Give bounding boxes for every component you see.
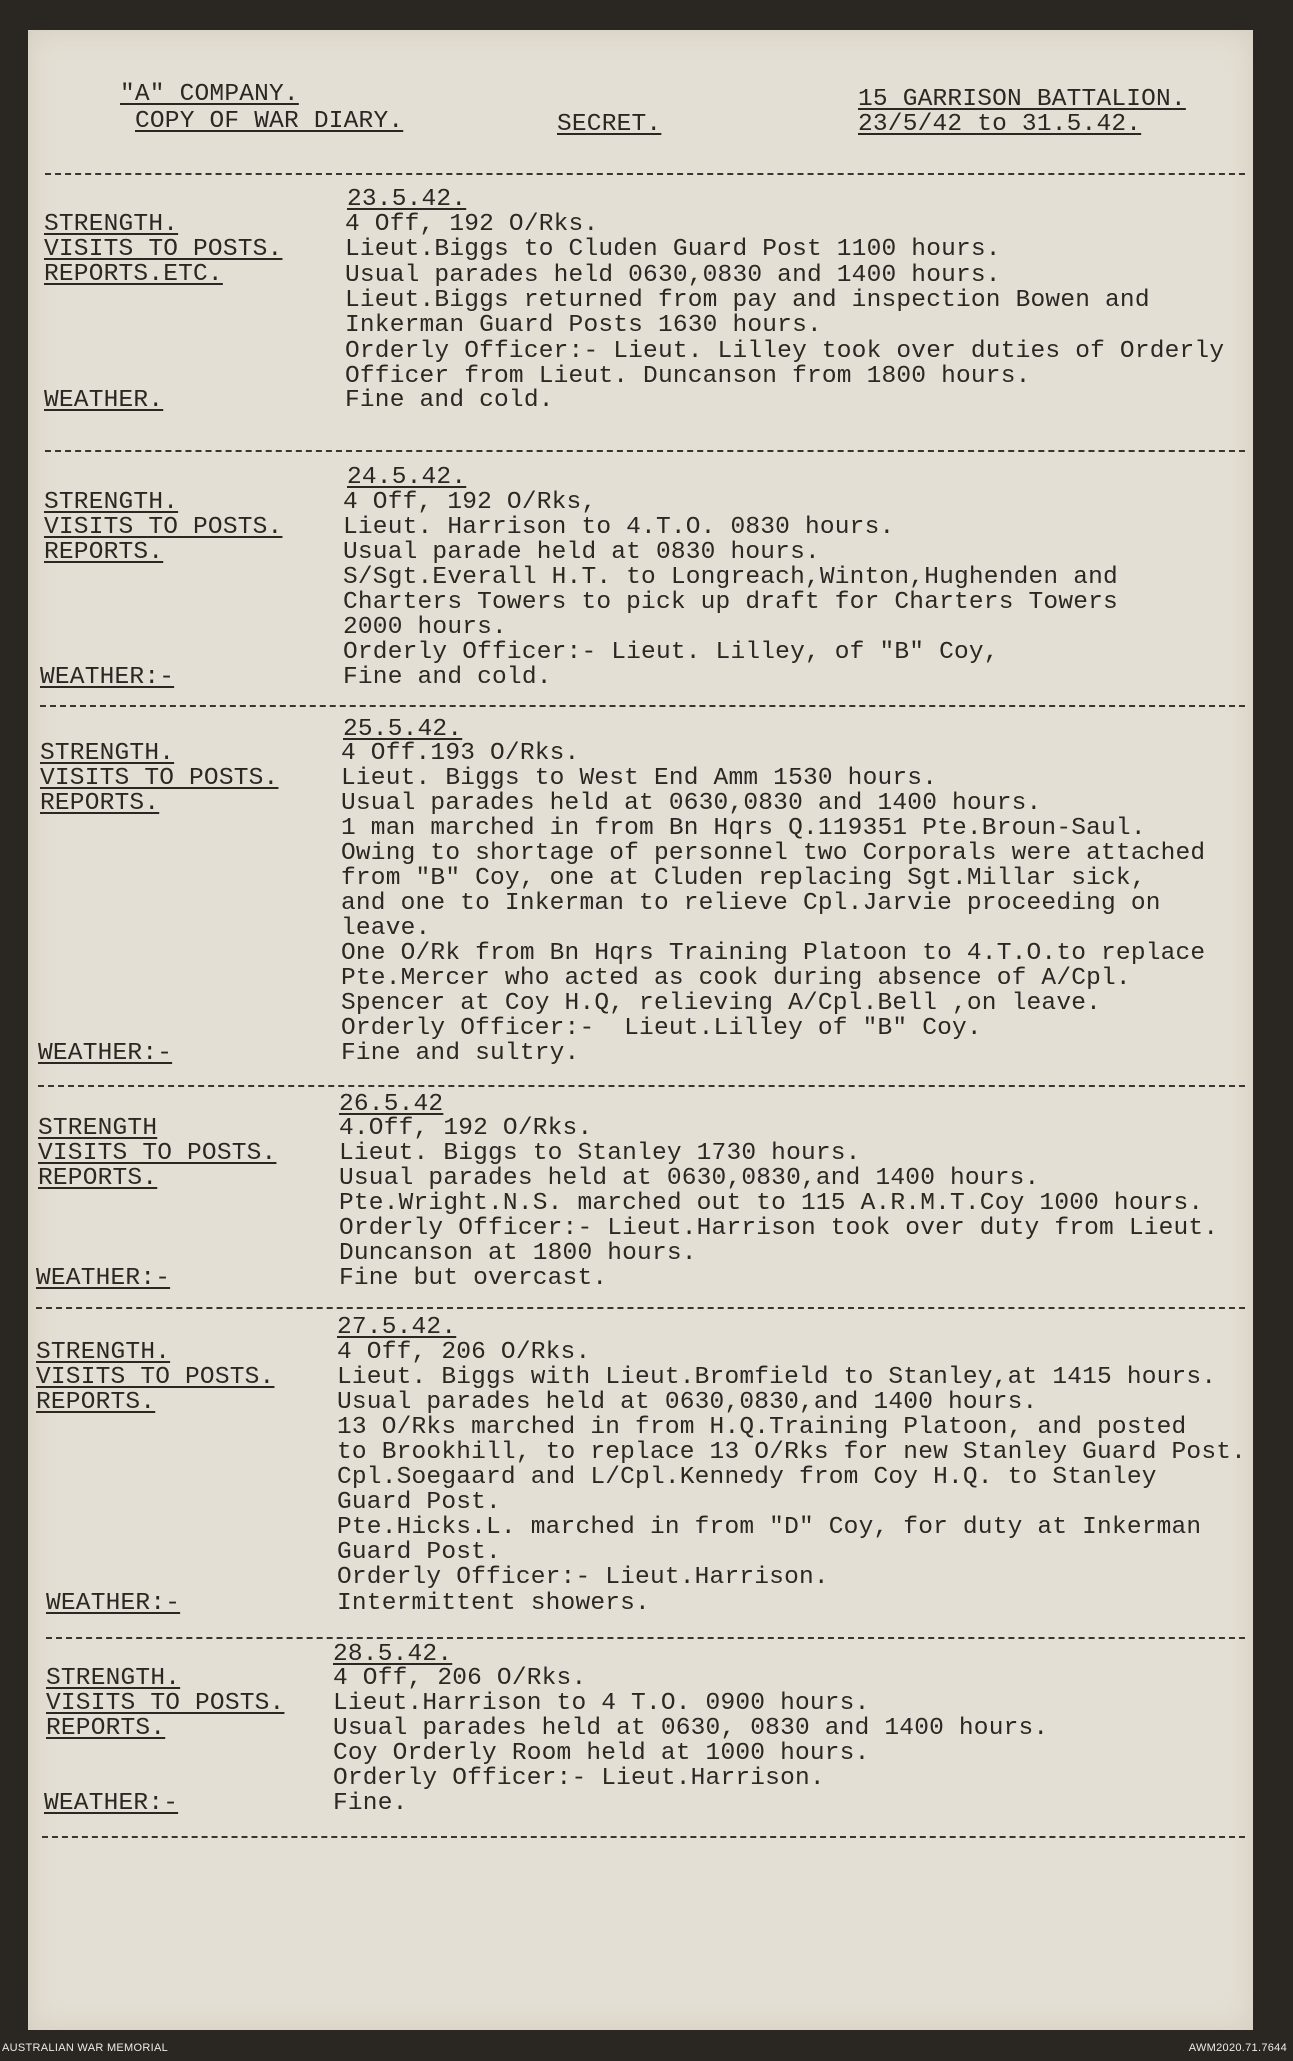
entry-line: 4 Off, 192 O/Rks. [345, 211, 599, 238]
entry-line: Duncanson at 1800 hours. [339, 1240, 697, 1267]
label-visits: VISITS TO POSTS. [44, 514, 283, 541]
entry-line: to Brookhill, to replace 13 O/Rks for new Stanley Guard Post. [337, 1439, 1247, 1466]
entry-line: Usual parades held at 0630,0830,and 1400 hours. [339, 1165, 1040, 1192]
entry-line: Guard Post. [337, 1539, 501, 1566]
entry-line: and one to Inkerman to relieve Cpl.Jarvie proceeding on [341, 890, 1161, 917]
label-visits: VISITS TO POSTS. [46, 1690, 285, 1717]
weather-value: Fine and sultry. [341, 1040, 580, 1067]
entry-line: Pte.Mercer who acted as cook during absence of A/Cpl. [341, 965, 1131, 992]
weather-value: Fine but overcast. [339, 1265, 608, 1292]
entry-line: 4 Off, 206 O/Rks. [333, 1665, 587, 1692]
label-strength: STRENGTH. [46, 1665, 181, 1692]
section-divider [46, 1637, 1245, 1639]
entry-line: Owing to shortage of personnel two Corporals were attached [341, 840, 1206, 867]
entry-line: 4 Off.193 O/Rks. [341, 740, 580, 767]
secret-heading: SECRET. [557, 111, 662, 138]
entry-line: Pte.Hicks.L. marched in from "D" Coy, for duty at Inkerman [337, 1514, 1202, 1541]
section-divider [45, 450, 1245, 452]
entry-date: 27.5.42. [337, 1314, 457, 1341]
label-visits: VISITS TO POSTS. [40, 765, 279, 792]
label-strength: STRENGTH. [36, 1339, 171, 1366]
label-reports: REPORTS. [36, 1389, 156, 1416]
weather-label: WEATHER:- [40, 664, 175, 691]
entry-line: 4.Off, 192 O/Rks. [339, 1115, 593, 1142]
entry-line: S/Sgt.Everall H.T. to Longreach,Winton,Hughenden and [343, 564, 1118, 591]
entry-line: 1 man marched in from Bn Hqrs Q.119351 Pte.Broun-Saul. [341, 815, 1146, 842]
weather-value: Fine and cold. [343, 664, 552, 691]
label-reports: REPORTS. [46, 1715, 166, 1742]
entry-line: Cpl.Soegaard and L/Cpl.Kennedy from Coy H.Q. to Stanley [337, 1464, 1157, 1491]
entry-line: Charters Towers to pick up draft for Charters Towers [343, 589, 1118, 616]
entry-line: Usual parades held at 0630, 0830 and 1400 hours. [333, 1715, 1049, 1742]
entry-line: Orderly Officer:- Lieut.Lilley of "B" Coy. [341, 1015, 982, 1042]
entry-line: Usual parades held at 0630,0830,and 1400 hours. [337, 1389, 1038, 1416]
entry-date: 25.5.42. [343, 716, 463, 743]
entry-line: Orderly Officer:- Lieut. Lilley, of "B" Coy, [343, 639, 999, 666]
entry-line: Usual parade held at 0830 hours. [343, 539, 820, 566]
entry-line: Lieut.Harrison to 4 T.O. 0900 hours. [333, 1690, 870, 1717]
entry-line: Orderly Officer:- Lieut.Harrison. [337, 1564, 829, 1591]
entry-line: One O/Rk from Bn Hqrs Training Platoon to 4.T.O.to replace [341, 940, 1206, 967]
entry-line: 13 O/Rks marched in from H.Q.Training Platoon, and posted [337, 1414, 1187, 1441]
section-divider [38, 1085, 1245, 1087]
entry-date: 26.5.42 [339, 1091, 444, 1118]
label-visits: VISITS TO POSTS. [38, 1140, 277, 1167]
label-visits: VISITS TO POSTS. [44, 236, 283, 263]
label-strength: STRENGTH. [40, 740, 175, 767]
label-visits: VISITS TO POSTS. [36, 1364, 275, 1391]
entry-line: from "B" Coy, one at Cluden replacing Sgt.Millar sick, [341, 865, 1146, 892]
section-divider [40, 705, 1245, 707]
entry-line: Pte.Wright.N.S. marched out to 115 A.R.M.T.Coy 1000 hours. [339, 1190, 1204, 1217]
label-reports: REPORTS.ETC. [44, 261, 223, 288]
battalion-heading: 15 GARRISON BATTALION. [858, 86, 1186, 113]
entry-line: Lieut. Biggs to Stanley 1730 hours. [339, 1140, 861, 1167]
section-divider [42, 1836, 1245, 1838]
entry-line: Guard Post. [337, 1489, 501, 1516]
weather-label: WEATHER:- [38, 1040, 173, 1067]
entry-date: 23.5.42. [347, 186, 467, 213]
entry-line: Usual parades held at 0630,0830 and 1400 hours. [341, 790, 1042, 817]
entry-line: Orderly Officer:- Lieut.Harrison. [333, 1765, 825, 1792]
entry-line: Coy Orderly Room held at 1000 hours. [333, 1740, 870, 1767]
weather-value: Intermittent showers. [337, 1590, 650, 1617]
entry-line: Officer from Lieut. Duncanson from 1800 hours. [345, 363, 1031, 390]
entry-line: Inkerman Guard Posts 1630 hours. [345, 312, 822, 339]
weather-label: WEATHER:- [44, 1790, 179, 1817]
label-reports: REPORTS. [40, 790, 160, 817]
entry-line: Lieut. Biggs with Lieut.Bromfield to Stanley,at 1415 hours. [337, 1364, 1217, 1391]
section-divider [45, 173, 1245, 175]
entry-line: 4 Off, 192 O/Rks, [343, 489, 597, 516]
label-strength: STRENGTH. [44, 211, 179, 238]
entry-line: Lieut.Biggs returned from pay and inspection Bowen and [345, 287, 1150, 314]
entry-line: leave. [341, 915, 431, 942]
entry-line: Spencer at Coy H.Q, relieving A/Cpl.Bell ,on leave. [341, 990, 1102, 1017]
archive-credit: AUSTRALIAN WAR MEMORIAL [2, 2042, 169, 2054]
entry-line: Lieut.Biggs to Cluden Guard Post 1100 hours. [345, 236, 1001, 263]
entry-date: 24.5.42. [347, 464, 467, 491]
label-strength: STRENGTH [38, 1115, 158, 1142]
diary-period: 23/5/42 to 31.5.42. [858, 111, 1142, 138]
copy-of-war-diary-heading: COPY OF WAR DIARY. [135, 108, 404, 135]
label-reports: REPORTS. [38, 1165, 158, 1192]
entry-line: Orderly Officer:- Lieut. Lilley took over duties of Orderly [345, 338, 1225, 365]
entry-date: 28.5.42. [333, 1641, 453, 1668]
section-divider [36, 1307, 1245, 1309]
entry-line: Orderly Officer:- Lieut.Harrison took over duty from Lieut. [339, 1215, 1219, 1242]
weather-value: Fine. [333, 1790, 408, 1817]
weather-value: Fine and cold. [345, 387, 554, 414]
label-strength: STRENGTH. [44, 489, 179, 516]
archive-reference: AWM2020.71.7644 [1188, 2042, 1287, 2054]
weather-label: WEATHER:- [46, 1590, 181, 1617]
entry-line: 4 Off, 206 O/Rks. [337, 1339, 591, 1366]
entry-line: 2000 hours. [343, 614, 507, 641]
weather-label: WEATHER. [44, 387, 164, 414]
entry-line: Usual parades held 0630,0830 and 1400 hours. [345, 262, 1001, 289]
company-heading: "A" COMPANY. [120, 81, 299, 108]
weather-label: WEATHER:- [36, 1265, 171, 1292]
entry-line: Lieut. Biggs to West End Amm 1530 hours. [341, 765, 938, 792]
entry-line: Lieut. Harrison to 4.T.O. 0830 hours. [343, 514, 895, 541]
label-reports: REPORTS. [44, 539, 164, 566]
